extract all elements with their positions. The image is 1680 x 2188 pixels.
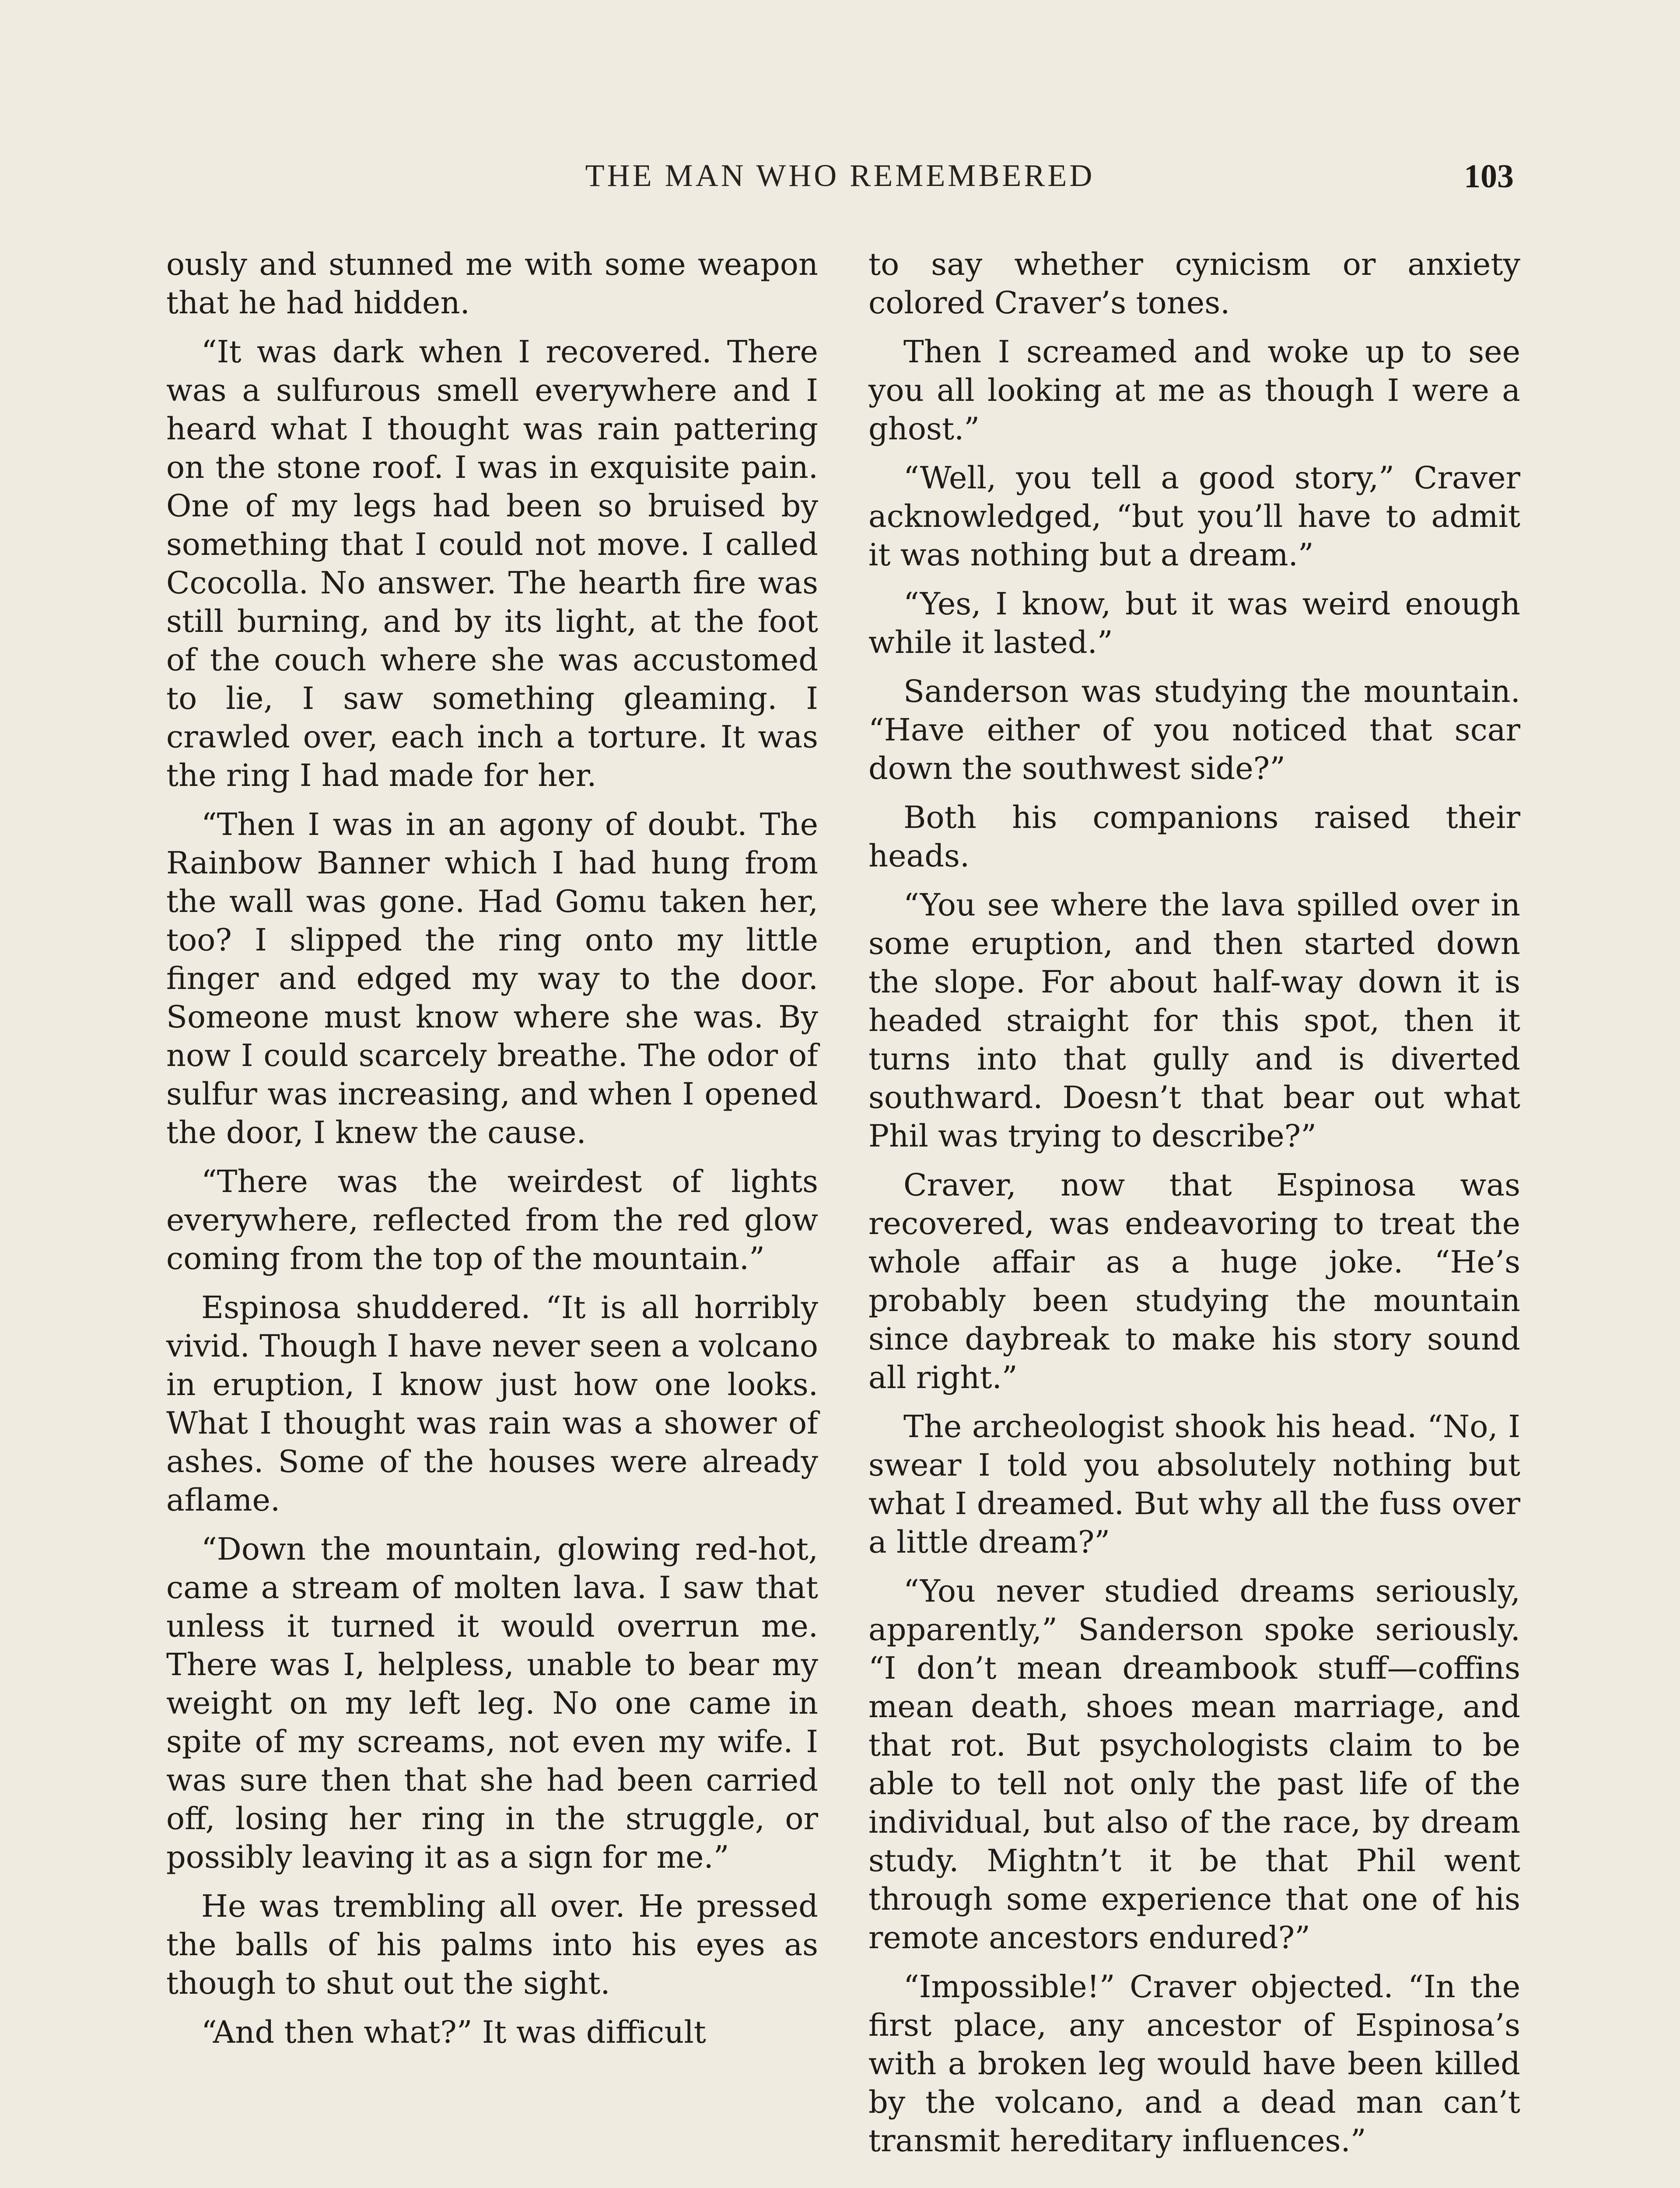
paragraph: “Down the mountain, glowing red-hot, came a stream of molten lava. I saw that unless it turned it would overrun me. There was I, helpless, unable to bear my weight on my left leg. No one came in spite of my screams, not even my wife. I was sure then that she had been carried off, losing her ring in the struggle, or possibly leaving it as a sign for me.”	[166, 1531, 818, 1875]
right-column	[868, 245, 1520, 2170]
paragraph: “It was dark when I recovered. There was a sulfurous smell everywhere and I heard what I thought was rain pattering on the stone roof. I was in exquisite pain. One of my legs had been so bruised by something that I could not move. I called Ccocolla. No answer. The hearth fire was still burning, and by its light, at the foot of the couch where she was accustomed to lie, I saw something gleaming. I crawled over, each inch a torture. It was the ring I had made for her.	[166, 334, 818, 793]
left-column	[166, 245, 818, 2062]
paragraph: “Impossible!” Craver objected. “In the first place, any ancestor of Espinosa’s with a broken leg would have been killed by the volcano, and a dead man can’t transmit hereditary influences.”	[868, 1969, 1520, 2159]
paragraph: “Then I was in an agony of doubt. The Rainbow Banner which I had hung from the wall was gone. Had Gomu taken her, too? I slipped the ring onto my little finger and edged my way to the door. Someone must know where she was. By now I could scarcely breathe. The odor of sulfur was increasing, and when I opened the door, I knew the cause.	[166, 806, 818, 1150]
paragraph: Sanderson was studying the mountain. “Have either of you noticed that scar down the southwest side?”	[868, 673, 1520, 786]
paragraph: to say whether cynicism or anxiety colored Craver’s tones.	[868, 246, 1520, 321]
paragraph: “Yes, I know, but it was weird enough while it lasted.”	[868, 586, 1520, 660]
running-title: THE MAN WHO REMEMBERED	[585, 158, 1095, 193]
paragraph: “There was the weirdest of lights everywhere, reflected from the red glow coming from the top of the mountain.”	[166, 1164, 818, 1276]
paragraph: ously and stunned me with some weapon that he had hidden.	[166, 246, 818, 321]
paragraph: He was trembling all over. He pressed the balls of his palms into his eyes as though to shut out the sight.	[166, 1888, 818, 2001]
paragraph: Both his companions raised their heads.	[868, 799, 1520, 874]
paragraph: “And then what?” It was difficult	[201, 2014, 706, 2050]
paragraph: The archeologist shook his head. “No, I swear I told you absolutely nothing but what I dreamed. But why all the fuss over a little dream?”	[868, 1409, 1520, 1560]
paragraph: “Well, you tell a good story,” Craver acknowledged, “but you’ll have to admit it was nothing but a dream.”	[868, 460, 1520, 573]
paragraph: Then I screamed and woke up to see you all looking at me as though I were a ghost.”	[868, 334, 1520, 447]
paragraph: “You never studied dreams seriously, apparently,” Sanderson spoke seriously. “I don’t mean dreambook stuff—coffins mean death, shoes mean marriage, and that rot. But psychologists claim to be able to tell not only the past life of the individual, but also of the race, by dream study. Mightn’t it be that Phil went through some experience that one of his remote ancestors endured?”	[868, 1573, 1520, 1956]
paragraph: “You see where the lava spilled over in some eruption, and then started down the slope. For about half-way down it is headed straight for this spot, then it turns into that gully and is diverted southward. Doesn’t that bear out what Phil was trying to describe?”	[868, 887, 1520, 1154]
page-number: 103	[1464, 158, 1514, 195]
paragraph: Espinosa shuddered. “It is all horribly vivid. Though I have never seen a volcano in eruption, I know just how one looks. What I thought was rain was a shower of ashes. Some of the houses were already aflame.	[166, 1290, 818, 1518]
paragraph: Craver, now that Espinosa was recovered, was endeavoring to treat the whole affair as a huge joke. “He’s probably been studying the mountain since daybreak to make his story sound all right.”	[868, 1167, 1520, 1396]
running-header	[166, 158, 1514, 201]
